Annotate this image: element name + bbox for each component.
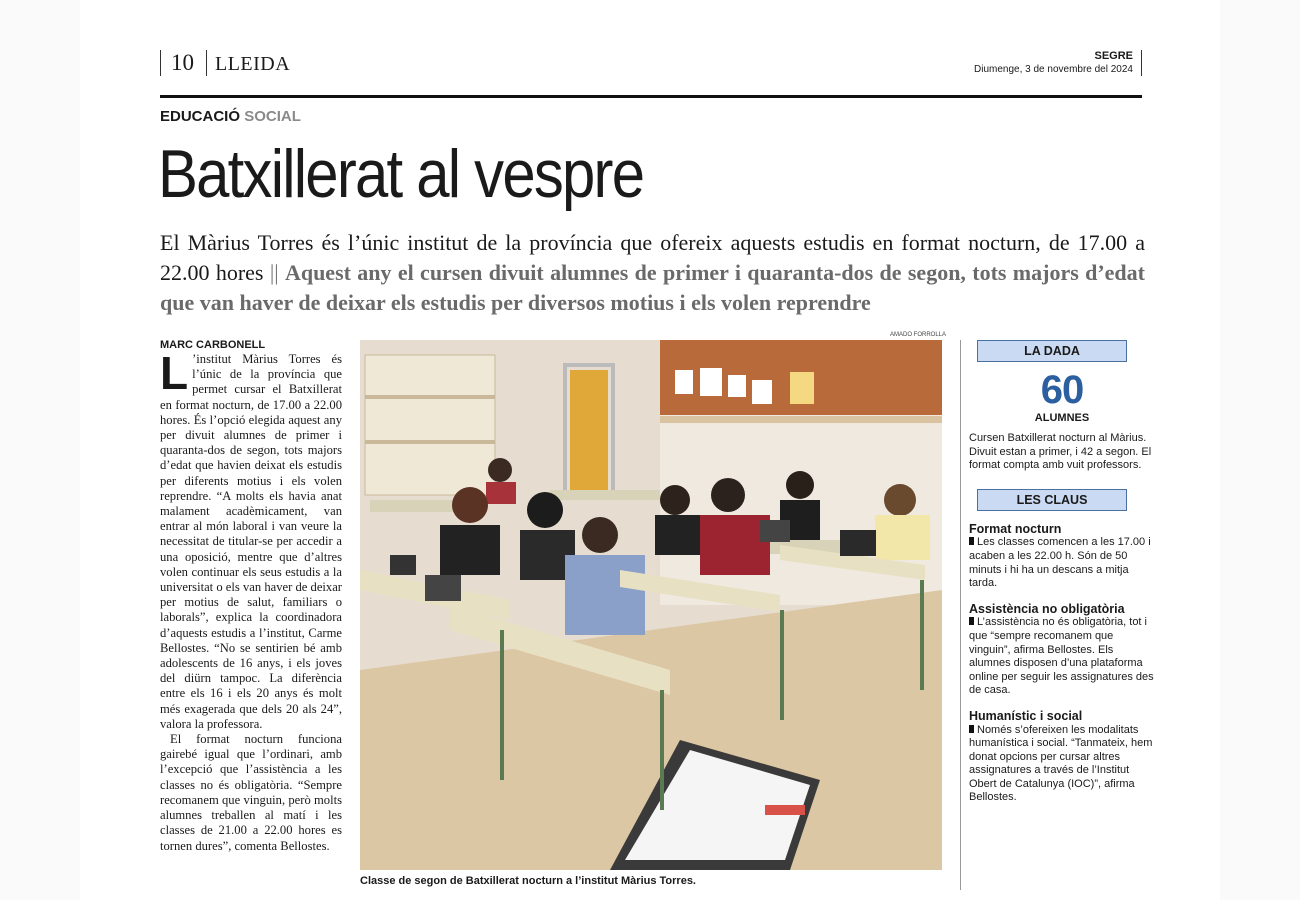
photo-caption: Classe de segon de Batxillerat nocturn a l’institut Màrius Torres. xyxy=(360,875,696,887)
bullet-square-icon xyxy=(969,617,974,625)
dada-box-title: LA DADA xyxy=(977,340,1127,362)
headline: Batxillerat al vespre xyxy=(158,136,644,212)
bullet-square-icon xyxy=(969,537,974,545)
key-heading-2: Assistència no obligatòria xyxy=(969,601,1125,616)
sidebar xyxy=(960,340,1155,890)
newspaper-page xyxy=(80,0,1220,900)
claus-box-title: LES CLAUS xyxy=(977,489,1127,511)
paper-name: SEGRE xyxy=(1094,50,1133,62)
key-text-2-body: L’assistència no és obligatòria, tot i que “sempre recomanem que vinguin”, afirma Bellostes. Els alumnes disposen d’una plataforma online per seguir les assignatures des de casa. xyxy=(969,616,1154,697)
deck-part2: Aquest any el cursen divuit alumnes de primer i quaranta-dos de segon, tots majors d’edat que van haver de deixar els estudis per diversos motius i els volen reprendre xyxy=(160,260,1145,315)
deck xyxy=(160,228,1145,318)
key-text-3 xyxy=(969,724,1155,806)
photo-credit: AMADO FORROLLA xyxy=(890,332,947,338)
kicker-main: EDUCACIÓ xyxy=(160,108,241,125)
paragraph-2: El format nocturn funciona gairebé igual que l’ordinari, amb l’excepció que l’assistència a les classes no és obligatòria. “Sempre recomanem que vinguin, però molts alumnes treballen al matí i les classes de 21.00 a 22.00 hores es tornen dures”, comenta Bellostes. xyxy=(160,732,342,853)
byline: MARC CARBONELL xyxy=(160,339,266,351)
key-text-2 xyxy=(969,616,1155,698)
kicker-sub: SOCIAL xyxy=(244,108,301,125)
paragraph-1 xyxy=(160,347,342,732)
deck-part1: El Màrius Torres és l’únic institut de la província que ofereix aquests estudis en format nocturn, de 17.00 a 22.00 hores xyxy=(160,230,1145,285)
dada-text: Cursen Batxillerat nocturn al Màrius. Divuit estan a primer, i 42 a segon. El format compta amb vuit professors. xyxy=(969,432,1152,472)
key-heading-1: Format nocturn xyxy=(969,521,1062,536)
key-heading-3: Humanístic i social xyxy=(969,708,1083,723)
paragraph-1-text: ’institut Màrius Torres és l’únic de la província que permet cursar el Batxillerat en format nocturn, de 17.00 a 22.00 hores. És l’opció elegida aquest any per divuit alumnes de primer i quaranta-dos de segon, tots majors d’edat que havien deixat els estudis per diferents motius i els volen reprendre. “A molts els havia anat malament acadèmicament, van entrar al món laboral i van veure la necessitat de titular-se per accedir a una oposició, mentre que d’altres volen continuar els seus estudis a la universitat o els van haver de deixar per motius de salut, familiars o laborals”, explica la coordinadora d’aquests estudis a l’institut, Carme Bellostes. “No se sentirien bé amb adolescents de 16 anys, i els joves del diürn tampoc. La diferència entre els 16 i els 20 anys és molt més exagerada que dels 20 als 24”, valora la professora. xyxy=(160,352,342,731)
dropcap: L xyxy=(160,347,189,399)
issue-date: Diumenge, 3 de novembre del 2024 xyxy=(974,64,1133,75)
right-margin xyxy=(1220,0,1300,900)
key-text-1-body: Les classes comencen a les 17.00 i acaben a les 22.00 h. Són de 50 minuts i hi ha un descans a mitja tarda. xyxy=(969,536,1151,590)
left-margin xyxy=(0,0,80,900)
classroom-photo xyxy=(360,340,942,870)
dada-label: ALUMNES xyxy=(1034,412,1090,424)
bullet-square-icon xyxy=(969,725,974,733)
deck-separator: || xyxy=(269,260,279,285)
dada-number: 60 xyxy=(1040,368,1084,412)
article-body xyxy=(160,347,342,854)
page-number: 10 xyxy=(160,50,194,76)
key-text-1 xyxy=(969,536,1155,590)
kicker xyxy=(160,108,301,125)
section-name: LLEIDA xyxy=(206,50,290,76)
masthead-info xyxy=(974,50,1142,76)
classroom-illustration xyxy=(360,340,942,870)
header-rule xyxy=(160,95,1142,98)
key-text-3-body: Només s’ofereixen les modalitats humanística i social. “Tanmateix, hem donat opcions per cursar altres assignatures a través de l’Institut Obert de Catalunya (IOC)”, afirma Bellostes. xyxy=(969,723,1153,804)
